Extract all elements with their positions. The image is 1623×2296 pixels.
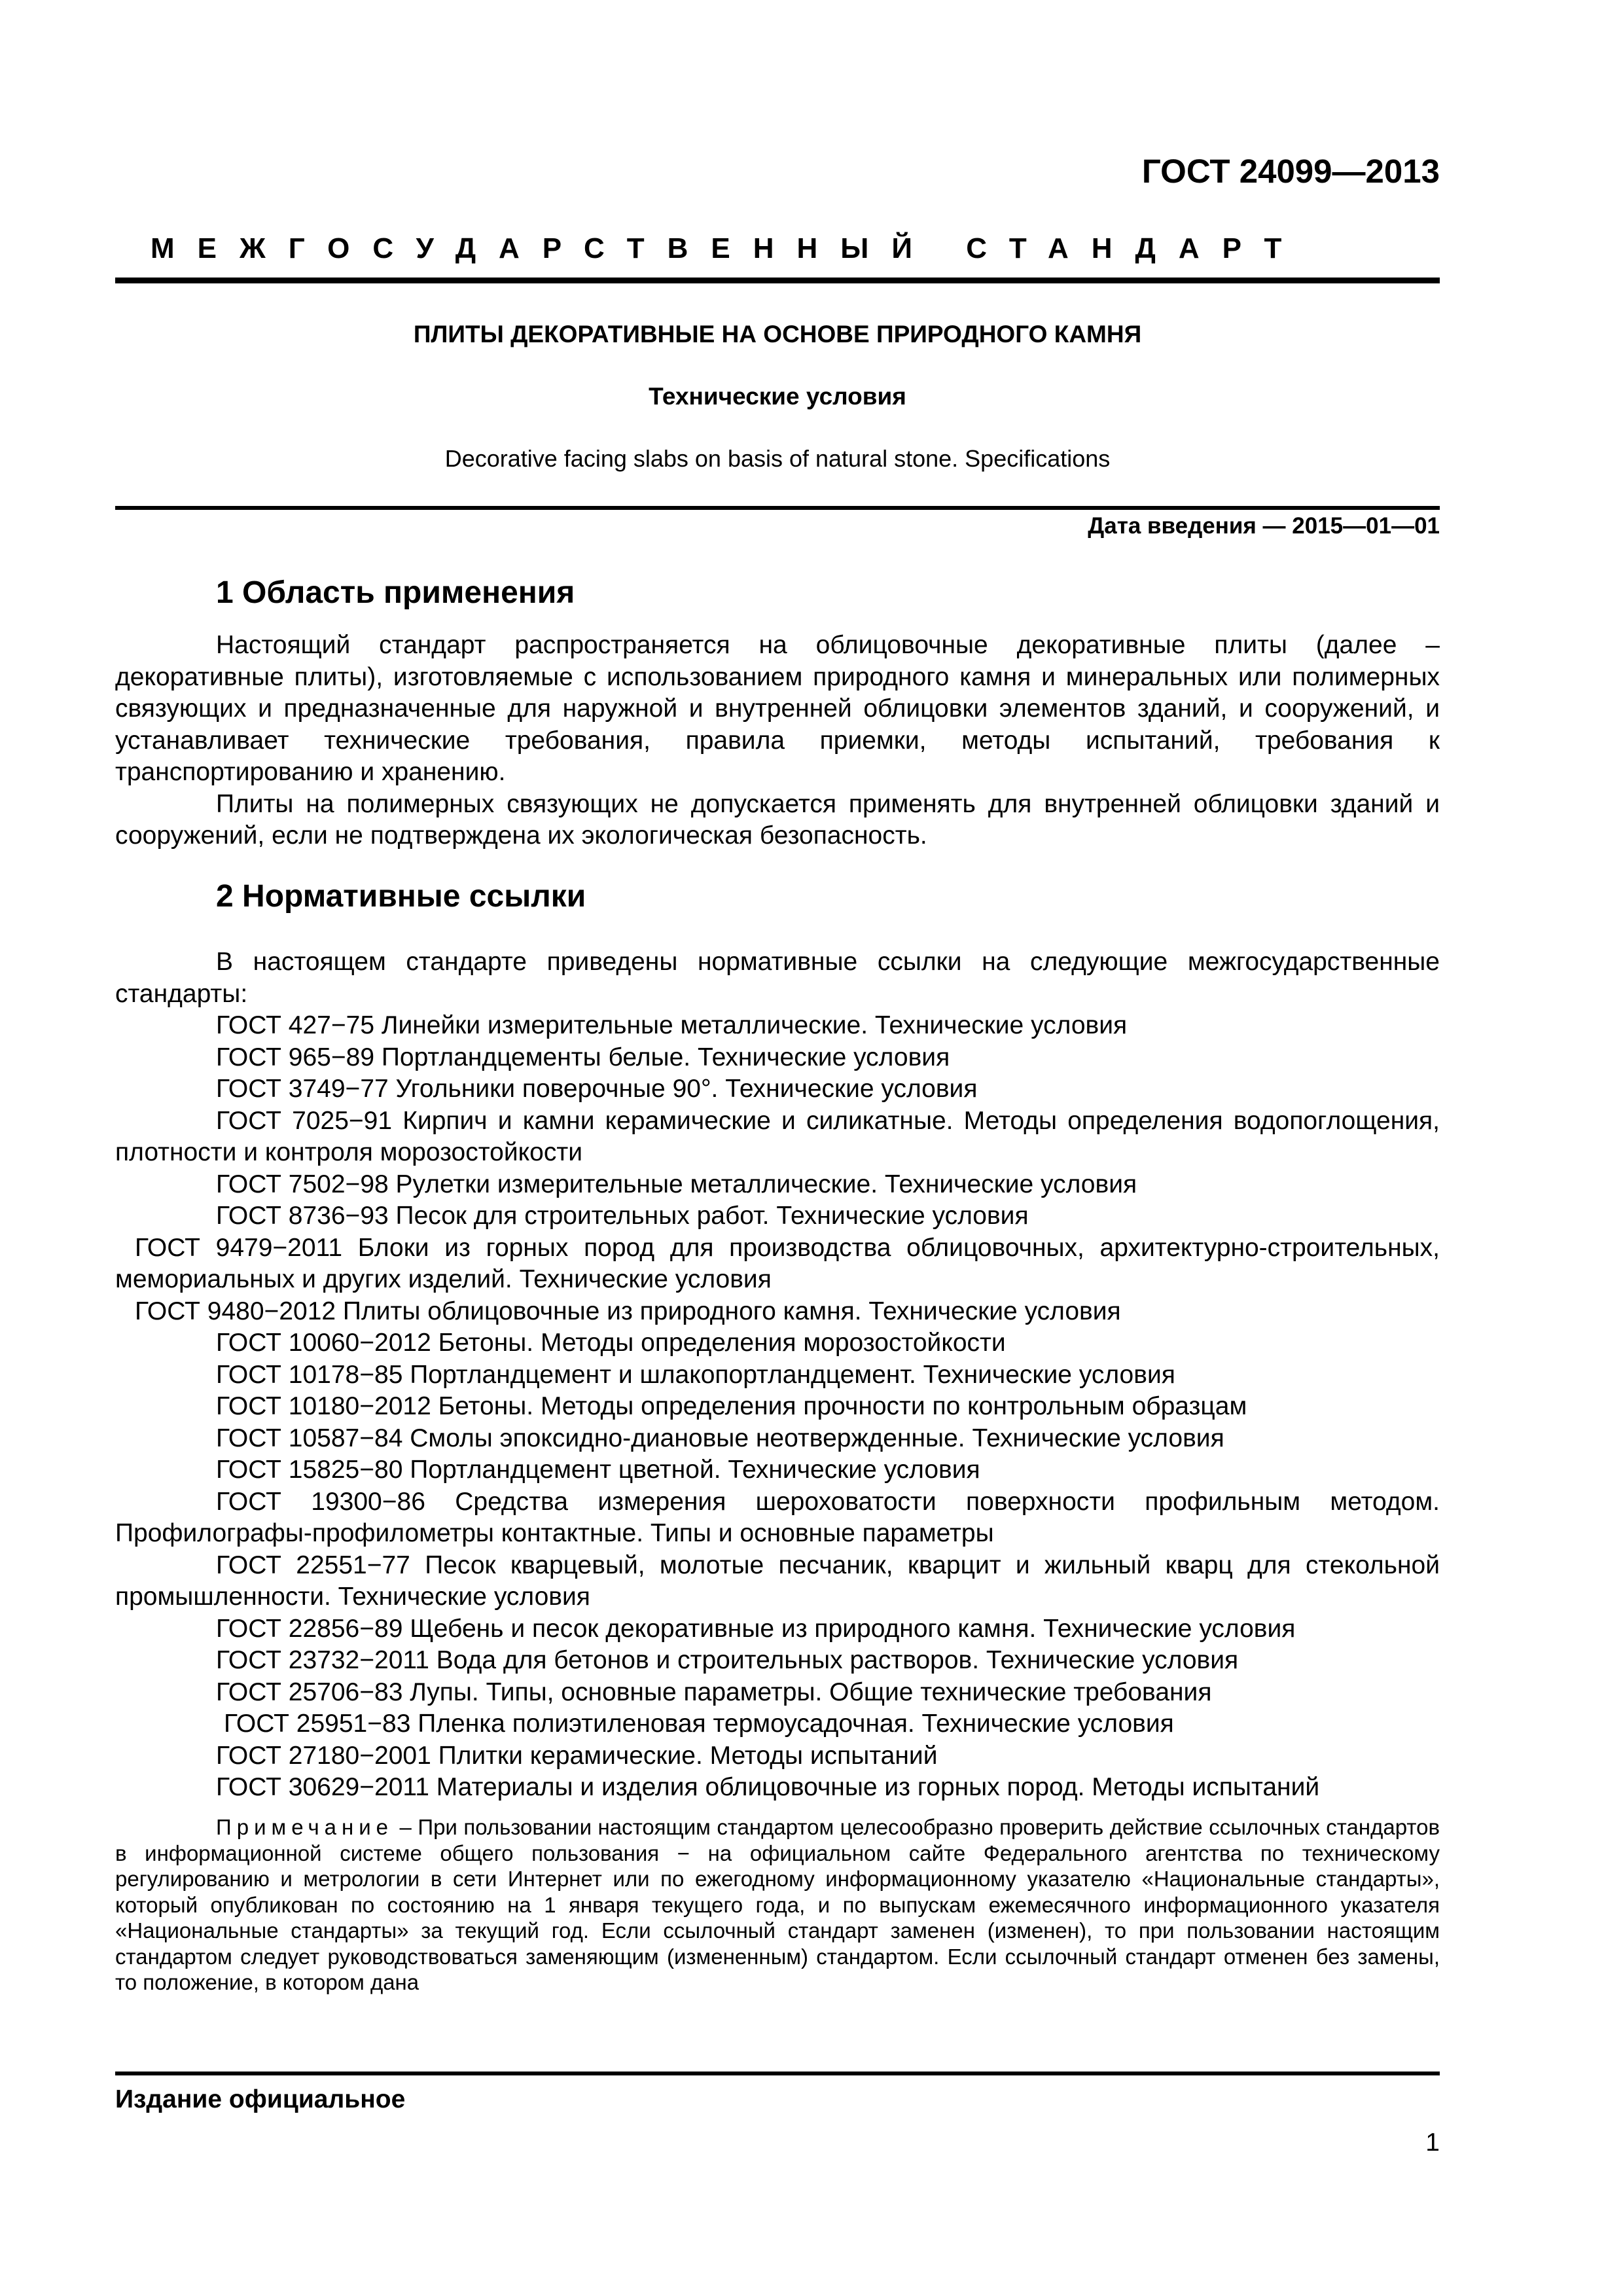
reference-item: ГОСТ 19300−86 Средства измерения шероховатости поверхности профильным методом. Профилографы-профилометры контактные. Типы и основные параметры bbox=[115, 1487, 1440, 1547]
note-paragraph bbox=[115, 1814, 1440, 1996]
reference-item: ГОСТ 10178−85 Портландцемент и шлакопортландцемент. Технические условия bbox=[216, 1360, 1175, 1389]
reference-item: ГОСТ 27180−2001 Плитки керамические. Методы испытаний bbox=[216, 1741, 938, 1770]
english-title: Decorative facing slabs on basis of natural stone. Specifications bbox=[444, 445, 1111, 472]
reference-item: ГОСТ 9480−2012 Плиты облицовочные из природного камня. Технические условия bbox=[135, 1297, 1121, 1325]
reference-item: ГОСТ 10180−2012 Бетоны. Методы определения прочности по контрольным образцам bbox=[216, 1392, 1247, 1420]
section-2-body bbox=[115, 946, 1440, 1804]
reference-item: ГОСТ 23732−2011 Вода для бетонов и строительных растворов. Технические условия bbox=[216, 1646, 1239, 1674]
section-1-body bbox=[115, 630, 1440, 852]
note-text: – При пользовании настоящим стандартом целесообразно проверить действие ссылочных стандартов в информационной системе общего пользования − на официальном сайте Федерального агентства по техническому регулированию и метрологии в сети Интернет или по ежегодному информационному указателю «Национальные стандарты», который опубликован по состоянию на 1 января текущего года, и по выпускам ежемесячного информационного указателя «Национальные стандарты» за текущий год. Если ссылочный стандарт заменен (изменен), то при пользовании настоящим стандартом следует руководствоваться заменяющим (измененным) стандартом. Если ссылочный стандарт отменен без замены, то положение, в котором дана bbox=[115, 1815, 1440, 1994]
introduction-date: Дата введения — 2015—01—01 bbox=[1088, 513, 1440, 539]
reference-item: ГОСТ 10587−84 Смолы эпоксидно-диановые неотвержденные. Технические условия bbox=[216, 1424, 1224, 1452]
section-2-heading: 2 Нормативные ссылки bbox=[216, 879, 586, 914]
page-number: 1 bbox=[1425, 2128, 1440, 2157]
document-subtitle: Технические условия bbox=[649, 383, 906, 410]
reference-item: ГОСТ 427−75 Линейки измерительные металлические. Технические условия bbox=[216, 1011, 1128, 1039]
reference-item: ГОСТ 7502−98 Рулетки измерительные металлические. Технические условия bbox=[216, 1170, 1137, 1198]
reference-item: ГОСТ 22551−77 Песок кварцевый, молотые песчаник, кварцит и жильный кварц для стекольной промышленности. Технические условия bbox=[115, 1551, 1440, 1611]
reference-item: ГОСТ 965−89 Портландцементы белые. Технические условия bbox=[216, 1043, 950, 1071]
standard-number: ГОСТ 24099—2013 bbox=[1141, 152, 1440, 190]
reference-item: ГОСТ 25706−83 Лупы. Типы, основные параметры. Общие технические требования bbox=[216, 1677, 1212, 1706]
reference-item: ГОСТ 10060−2012 Бетоны. Методы определения морозостойкости bbox=[216, 1329, 1006, 1357]
section-1-heading: 1 Область применения bbox=[216, 575, 575, 610]
document-title: ПЛИТЫ ДЕКОРАТИВНЫЕ НА ОСНОВЕ ПРИРОДНОГО КАМНЯ bbox=[413, 321, 1142, 348]
reference-item: ГОСТ 9479−2011 Блоки из горных пород для производства облицовочных, архитектурно-строительных, мемориальных и других изделий. Технические условия bbox=[115, 1233, 1440, 1293]
official-edition-label: Издание официальное bbox=[115, 2085, 406, 2113]
reference-item: ГОСТ 15825−80 Портландцемент цветной. Технические условия bbox=[216, 1456, 980, 1484]
header-divider bbox=[115, 278, 1440, 283]
title-divider bbox=[115, 506, 1440, 510]
reference-item: ГОСТ 7025−91 Кирпич и камни керамические и силикатные. Методы определения водопоглощения, плотности и контроля морозостойкости bbox=[115, 1106, 1440, 1166]
section-1-paragraph: Плиты на полимерных связующих не допускается применять для внутренней облицовки зданий и сооружений, если не подтверждена их экологическая безопасность. bbox=[115, 789, 1440, 850]
note-block bbox=[115, 1814, 1440, 1996]
footer-divider bbox=[115, 2072, 1440, 2075]
section-1-paragraph: Настоящий стандарт распространяется на облицовочные декоративные плиты (далее – декоративные плиты), изготовляемые с использованием природного камня и минеральных или полимерных связующих и предназначенные для наружной и внутренней облицовки элементов зданий, и сооружений, и устанавливает технические требования, правила приемки, методы испытаний, требования к транспортированию и хранению. bbox=[115, 631, 1440, 786]
note-label: Примечание bbox=[216, 1815, 394, 1839]
reference-item: ГОСТ 8736−93 Песок для строительных работ. Технические условия bbox=[216, 1202, 1029, 1230]
section-2-intro: В настоящем стандарте приведены нормативные ссылки на следующие межгосударственные стандарты: bbox=[115, 948, 1440, 1008]
interstate-standard-label: МЕЖГОСУДАРСТВЕННЫЙ СТАНДАРТ bbox=[151, 232, 1305, 264]
reference-item: ГОСТ 30629−2011 Материалы и изделия облицовочные из горных пород. Методы испытаний bbox=[216, 1773, 1320, 1801]
reference-item: ГОСТ 22856−89 Щебень и песок декоративные из природного камня. Технические условия bbox=[216, 1614, 1296, 1643]
reference-item: ГОСТ 25951−83 Пленка полиэтиленовая термоусадочная. Технические условия bbox=[224, 1710, 1174, 1738]
reference-item: ГОСТ 3749−77 Угольники поверочные 90°. Технические условия bbox=[216, 1075, 978, 1103]
